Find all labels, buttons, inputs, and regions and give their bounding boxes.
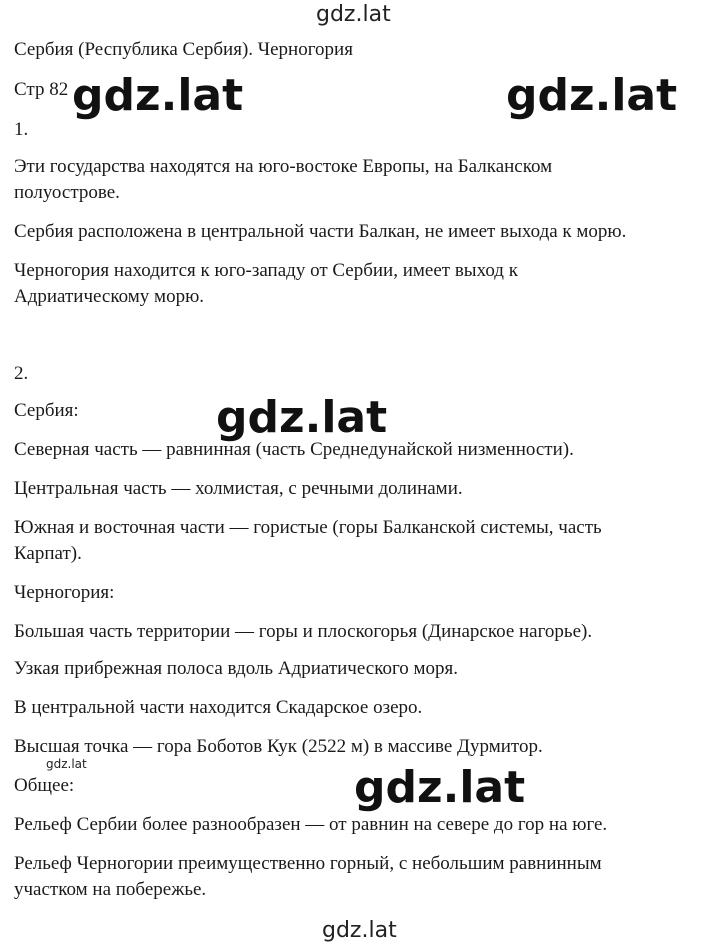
- watermark-large-2: gdz.lat: [506, 70, 678, 121]
- watermark-bottom: gdz.lat: [322, 918, 397, 943]
- watermark-top: gdz.lat: [316, 2, 391, 27]
- watermark-tiny: gdz.lat: [46, 757, 87, 771]
- document-title: Сербия (Республика Сербия). Черногория: [14, 39, 353, 60]
- montenegro-item-1: Большая часть территории — горы и плоскогорья (Динарское нагорье).: [14, 621, 593, 642]
- watermark-large-3: gdz.lat: [216, 392, 388, 443]
- q1-paragraph-1-line-2: полуострове.: [14, 182, 120, 203]
- question-2-number: 2.: [14, 363, 29, 384]
- montenegro-item-2: Узкая прибрежная полоса вдоль Адриатического моря.: [14, 658, 459, 679]
- common-item-2-line-2: участком на побережье.: [14, 879, 207, 900]
- serbia-heading: Сербия:: [14, 400, 79, 421]
- montenegro-item-4: Высшая точка — гора Боботов Кук (2522 м) в массиве Дурмитор.: [14, 736, 543, 757]
- montenegro-heading: Черногория:: [14, 582, 115, 603]
- q1-paragraph-3-line-2: Адриатическому морю.: [14, 286, 205, 307]
- serbia-item-1: Северная часть — равнинная (часть Среднедунайской низменности).: [14, 439, 574, 460]
- common-item-1: Рельеф Сербии более разнообразен — от равнин на севере до гор на юге.: [14, 814, 608, 835]
- page-reference: Стр 82: [14, 79, 69, 100]
- q1-paragraph-2: Сербия расположена в центральной части Балкан, не имеет выхода к морю.: [14, 221, 627, 242]
- montenegro-item-3: В центральной части находится Скадарское озеро.: [14, 697, 423, 718]
- serbia-item-3-line-1: Южная и восточная части — гористые (горы Балканской системы, часть: [14, 517, 602, 538]
- common-heading: Общее:: [14, 775, 75, 796]
- serbia-item-2: Центральная часть — холмистая, с речными долинами.: [14, 478, 463, 499]
- q1-paragraph-3-line-1: Черногория находится к юго-западу от Сербии, имеет выход к: [14, 260, 518, 281]
- serbia-item-3-line-2: Карпат).: [14, 543, 82, 564]
- question-1-number: 1.: [14, 119, 29, 140]
- watermark-large-1: gdz.lat: [72, 70, 244, 121]
- watermark-large-4: gdz.lat: [354, 762, 526, 813]
- common-item-2-line-1: Рельеф Черногории преимущественно горный, с небольшим равнинным: [14, 853, 602, 874]
- q1-paragraph-1-line-1: Эти государства находятся на юго-востоке Европы, на Балканском: [14, 156, 553, 177]
